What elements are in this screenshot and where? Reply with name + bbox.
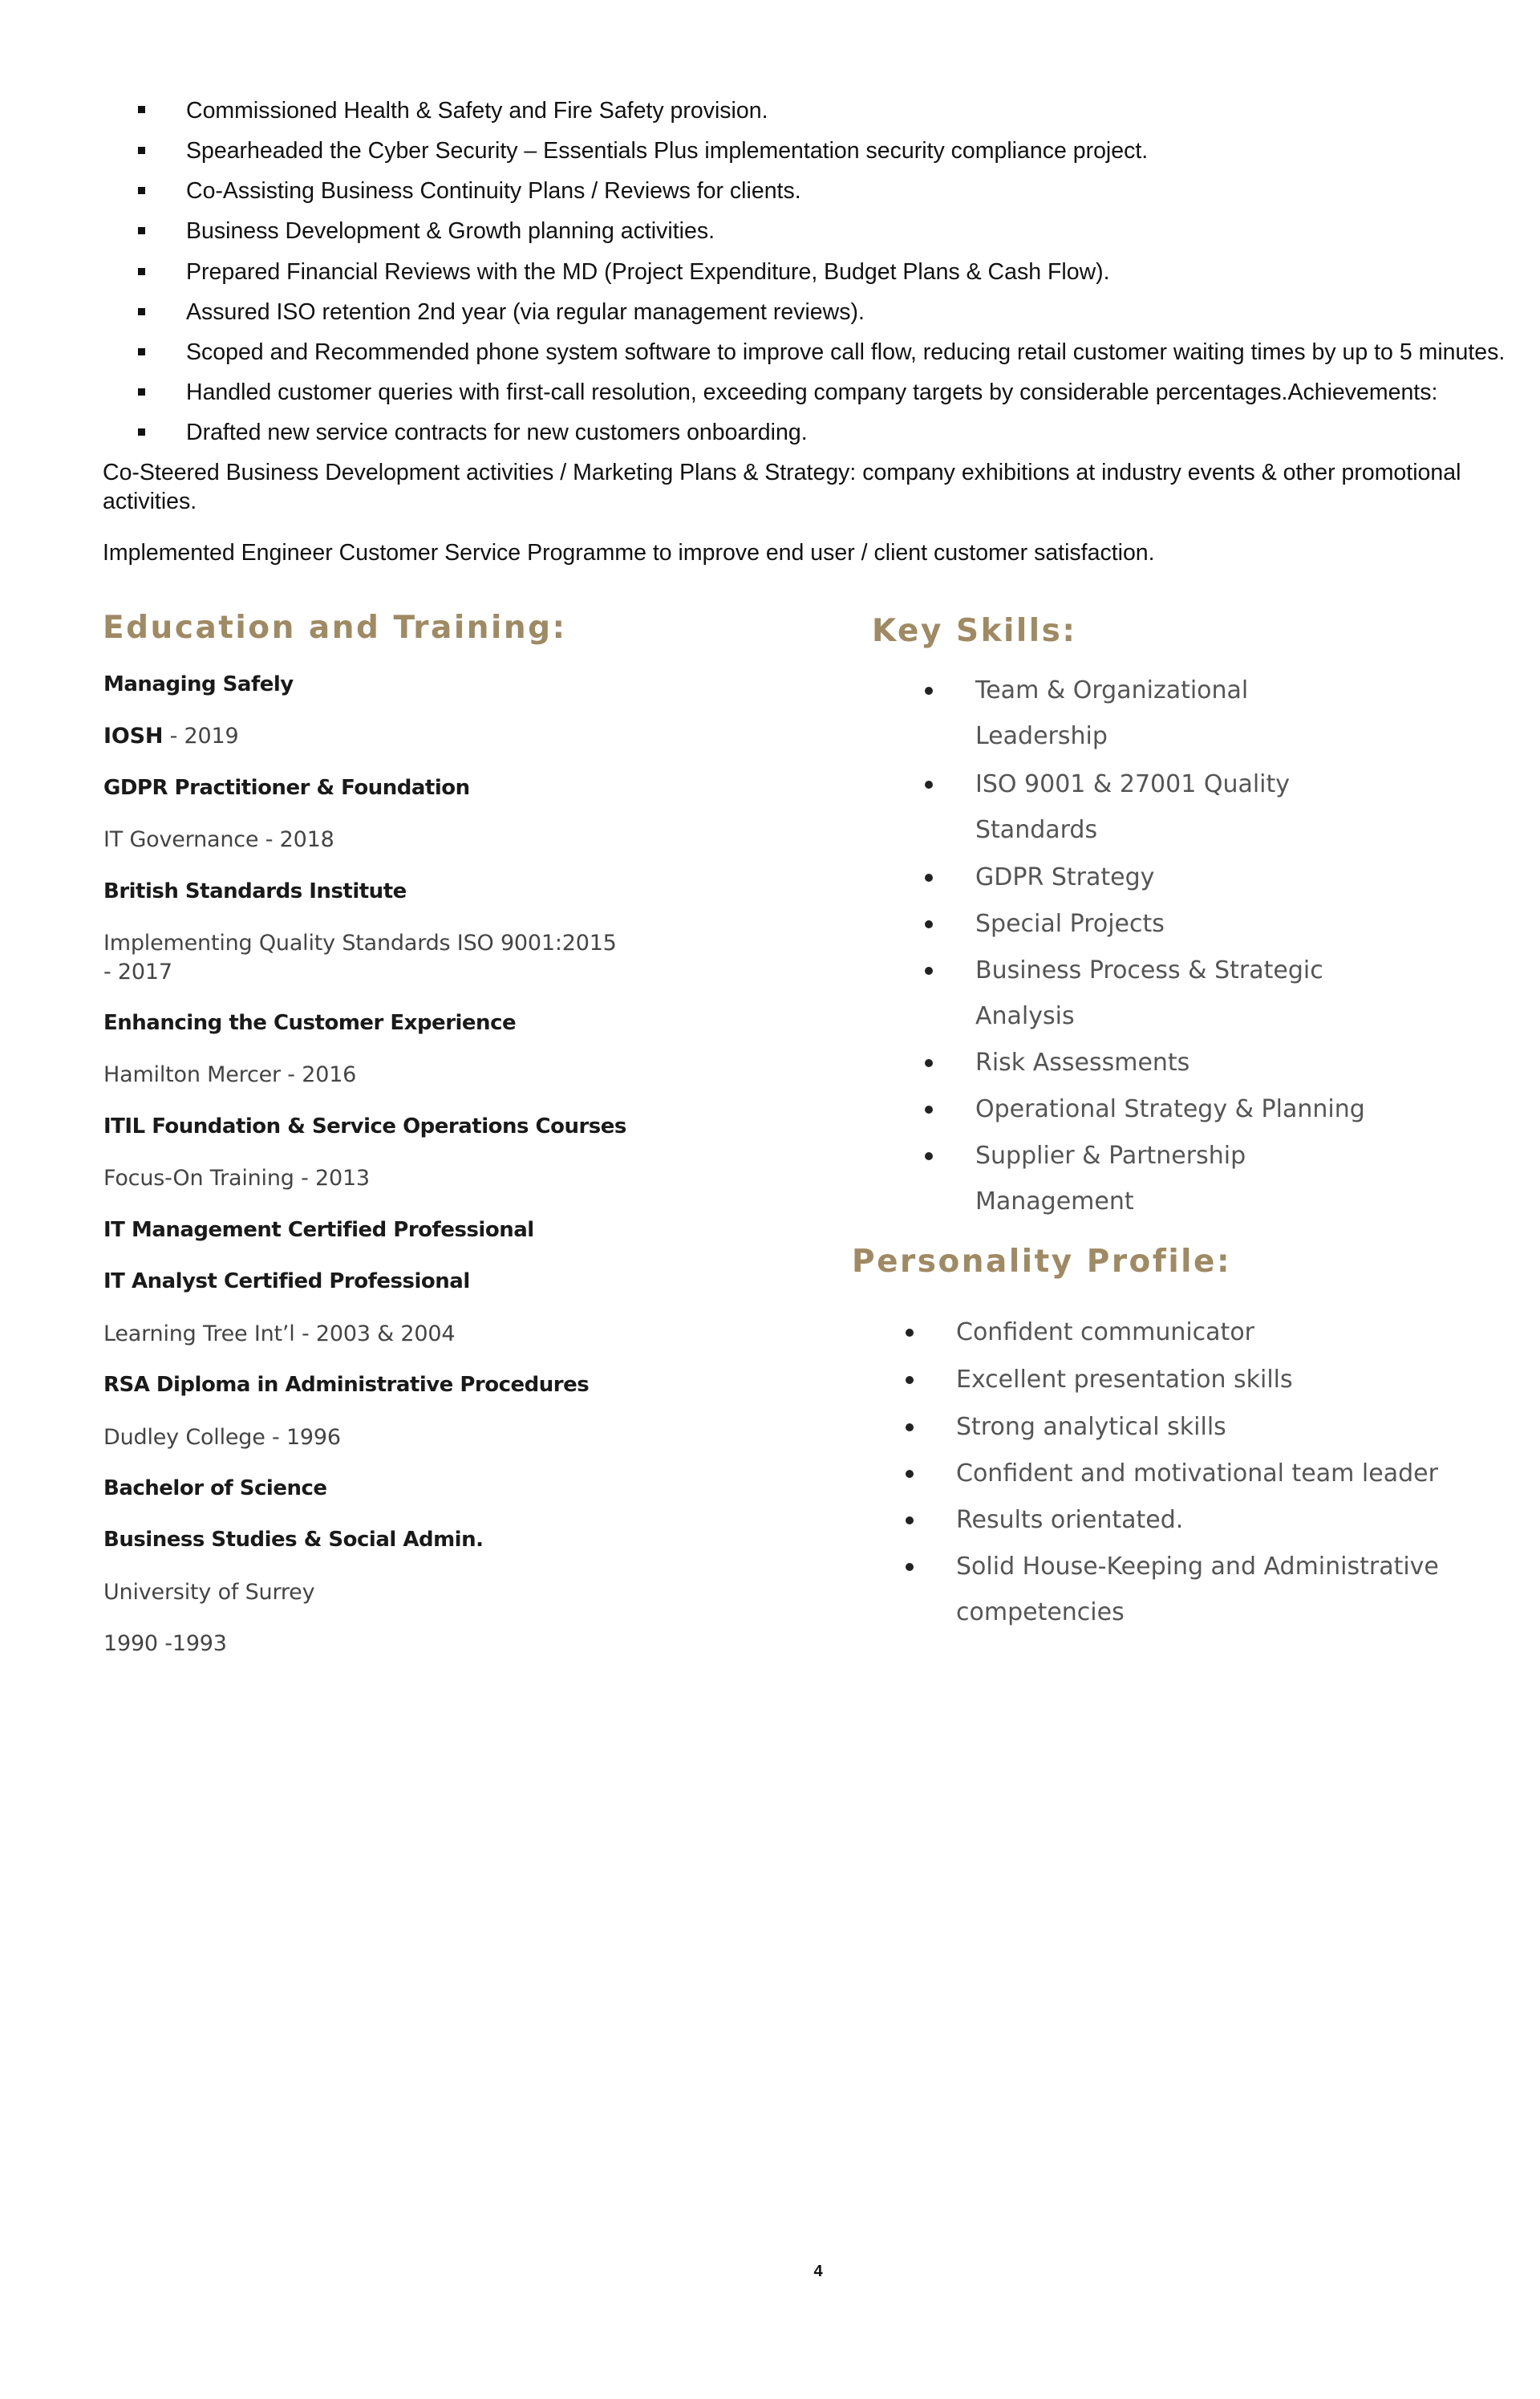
skill-line: Standards — [975, 816, 1098, 844]
skill-line: Risk Assessments — [975, 1049, 1190, 1077]
personality-heading: Personality Profile: — [852, 1244, 1232, 1280]
skill-item — [975, 761, 1290, 853]
bullet-marker — [138, 388, 145, 396]
business-development-paragraph: Co-Steered Business Development activities / Marketing Plans & Strategy: company exhibitions at industry events & other promotional activities. — [103, 460, 1461, 514]
personality-item — [956, 1497, 1183, 1543]
skill-item — [975, 948, 1323, 1039]
education-detail: University of Surrey — [103, 1580, 315, 1605]
skill-line: GDPR Strategy — [975, 863, 1155, 891]
skill-line: Business Process & Strategic — [975, 956, 1323, 984]
personality-line: Excellent presentation skills — [956, 1366, 1293, 1394]
bullet-marker — [925, 1152, 933, 1160]
skill-item — [975, 1133, 1246, 1224]
bullet-marker — [925, 967, 933, 975]
bullet-marker — [906, 1563, 914, 1571]
skill-item — [975, 854, 1154, 900]
personality-line: Strong analytical skills — [956, 1413, 1226, 1441]
education-title: IT Management Certified Professional — [103, 1218, 534, 1242]
personality-item — [956, 1451, 1438, 1496]
skill-item — [975, 1040, 1189, 1086]
education-title: GDPR Practitioner & Foundation — [103, 776, 470, 800]
education-detail: Focus-On Training - 2013 — [103, 1166, 370, 1191]
education-detail: IT Governance - 2018 — [103, 827, 334, 852]
education-title: Managing Safely — [103, 672, 294, 696]
engineer-programme-paragraph: Implemented Engineer Customer Service Programme to improve end user / client customer satisfaction. — [103, 540, 1155, 566]
education-detail: Dudley College - 1996 — [103, 1425, 341, 1450]
personality-line: Confident and motivational team leader — [956, 1459, 1438, 1488]
personality-item — [956, 1357, 1293, 1402]
skill-line: Special Projects — [975, 910, 1165, 938]
personality-line: competencies — [956, 1598, 1125, 1626]
bullet-marker — [925, 1106, 933, 1114]
page-number: 4 — [813, 2263, 823, 2280]
education-detail: 1990 -1993 — [103, 1631, 227, 1656]
education-detail: Learning Tree Int’l - 2003 & 2004 — [103, 1321, 456, 1346]
skill-line: Supplier & Partnership — [975, 1142, 1246, 1170]
education-heading: Education and Training: — [103, 610, 567, 646]
education-title: British Standards Institute — [103, 879, 407, 903]
personality-line: Confident communicator — [956, 1318, 1255, 1346]
education-detail — [103, 724, 238, 749]
bullet-marker — [925, 874, 933, 882]
education-title: Enhancing the Customer Experience — [103, 1011, 517, 1035]
skill-item — [975, 1086, 1365, 1132]
education-title: RSA Diploma in Administrative Procedures — [103, 1373, 590, 1397]
bullet-marker — [906, 1516, 914, 1524]
achievement-item: Drafted new service contracts for new customers onboarding. — [186, 420, 808, 445]
bullet-marker — [138, 227, 145, 234]
achievement-item: Business Development & Growth planning activities. — [186, 218, 715, 244]
key-skills-heading: Key Skills: — [872, 613, 1077, 649]
education-title: IT Analyst Certified Professional — [103, 1269, 470, 1293]
skill-line: Team & Organizational — [975, 676, 1249, 704]
personality-line: Solid House-Keeping and Administrative — [956, 1553, 1439, 1581]
education-year: - 2019 — [163, 724, 239, 749]
bullet-marker — [138, 428, 145, 436]
skill-item — [975, 668, 1248, 759]
bullet-marker — [906, 1423, 914, 1431]
personality-item — [956, 1404, 1226, 1450]
education-prefix: IOSH — [103, 724, 164, 749]
education-detail: Implementing Quality Standards ISO 9001:2015 — [103, 931, 617, 956]
personality-item — [956, 1544, 1439, 1635]
achievement-item: Handled customer queries with first-call resolution, exceeding company targets by considerable percentages.Achievements: — [186, 380, 1438, 405]
achievement-item: Scoped and Recommended phone system software to improve call flow, reducing retail customer waiting times by up to 5 minutes. — [186, 339, 1506, 365]
education-title: Bachelor of Science — [103, 1476, 327, 1500]
bullet-marker — [138, 106, 145, 113]
education-title: ITIL Foundation & Service Operations Courses — [103, 1114, 626, 1139]
bullet-marker — [925, 687, 933, 695]
bullet-marker — [906, 1470, 914, 1478]
bullet-marker — [138, 348, 145, 355]
skill-line: Leadership — [975, 722, 1108, 750]
skill-line: Operational Strategy & Planning — [975, 1095, 1365, 1123]
achievement-item: Spearheaded the Cyber Security – Essentials Plus implementation security compliance project. — [186, 138, 1149, 164]
bullet-marker — [925, 1059, 933, 1067]
skill-item — [975, 901, 1165, 947]
bullet-marker — [138, 308, 145, 315]
education-detail: Hamilton Mercer - 2016 — [103, 1062, 357, 1087]
bullet-marker — [906, 1376, 914, 1384]
bullet-marker — [138, 268, 145, 275]
skill-line: Analysis — [975, 1002, 1075, 1030]
achievement-item: Prepared Financial Reviews with the MD (Project Expenditure, Budget Plans & Cash Flow). — [186, 259, 1110, 285]
achievement-item: Assured ISO retention 2nd year (via regular management reviews). — [186, 299, 865, 325]
skill-line: Management — [975, 1187, 1134, 1216]
personality-line: Results orientated. — [956, 1506, 1184, 1534]
bullet-marker — [925, 781, 933, 789]
achievement-item: Commissioned Health & Safety and Fire Safety provision. — [186, 98, 768, 124]
personality-item — [956, 1309, 1254, 1355]
education-title: Business Studies & Social Admin. — [103, 1528, 484, 1552]
bullet-marker — [925, 920, 933, 928]
achievement-item: Co-Assisting Business Continuity Plans / Reviews for clients. — [186, 178, 801, 204]
bullet-marker — [138, 147, 145, 154]
education-detail: - 2017 — [103, 960, 172, 984]
skill-line: ISO 9001 & 27001 Quality — [975, 770, 1291, 798]
bullet-marker — [906, 1329, 914, 1337]
bullet-marker — [138, 187, 145, 194]
